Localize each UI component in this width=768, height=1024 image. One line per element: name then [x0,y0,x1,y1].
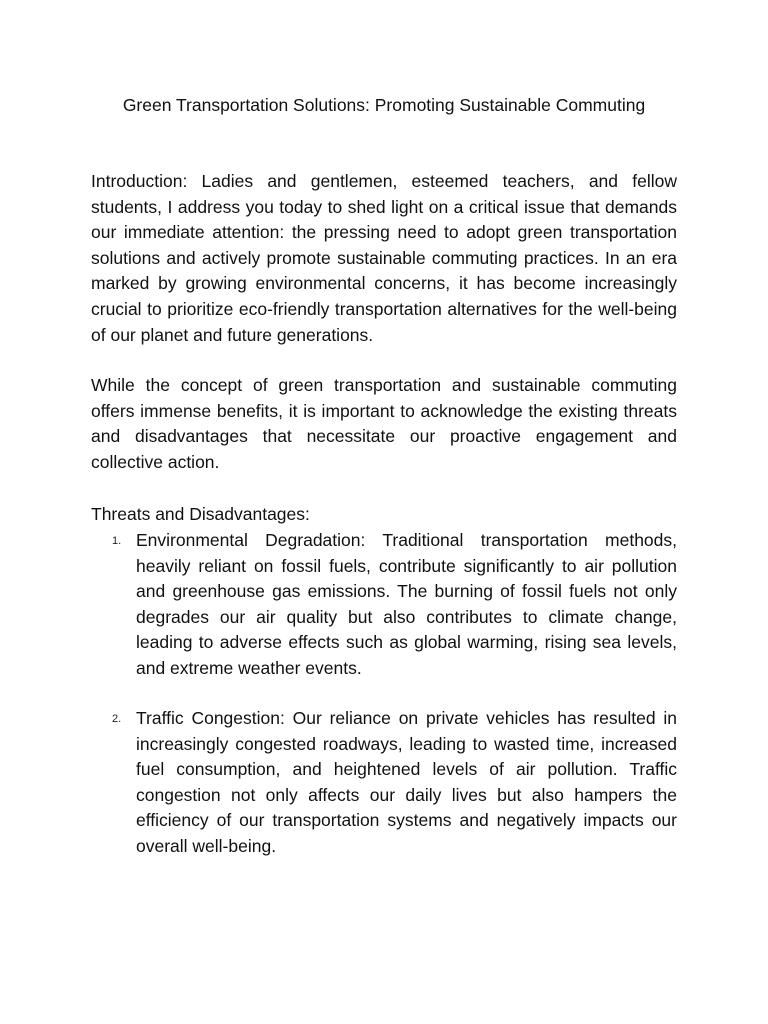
intro-paragraph: Introduction: Ladies and gentlemen, esteemed teachers, and fellow students, I address you today to shed light on a critical issue that demands our immediate attention: the pressing need to adopt green transportation solutions and actively promote sustainable commuting practices. In an era marked by growing environmental concerns, it has become increasingly crucial to prioritize eco-friendly transportation alternatives for the well-being of our planet and future generations. [91,171,677,345]
document-title: Green Transportation Solutions: Promoting Sustainable Commuting [122,95,646,115]
list-item-text: Environmental Degradation: Traditional transportation methods, heavily reliant on fossil fuels, contribute significantly to air pollution and greenhouse gas emissions. The burning of fossil fuels not only degrades our air quality but also contributes to climate change, leading to adverse effects such as global warming, rising sea levels, and extreme weather events. [136,530,677,678]
list-item-number: 1. [112,535,122,547]
list-item-text: Traffic Congestion: Our reliance on private vehicles has resulted in increasingly congested roadways, leading to wasted time, increased fuel consumption, and heightened levels of air pollution. Traffic congestion not only affects our daily lives but also hampers the efficiency of our transportation systems and negatively impacts our overall well-being. [136,708,677,856]
context-paragraph: While the concept of green transportation and sustainable commuting offers immense benefits, it is important to acknowledge the existing threats and disadvantages that necessitate our proactive engagement and collective action. [91,375,677,472]
threats-heading: Threats and Disadvantages: [91,504,310,524]
list-item-number: 2. [112,713,122,725]
